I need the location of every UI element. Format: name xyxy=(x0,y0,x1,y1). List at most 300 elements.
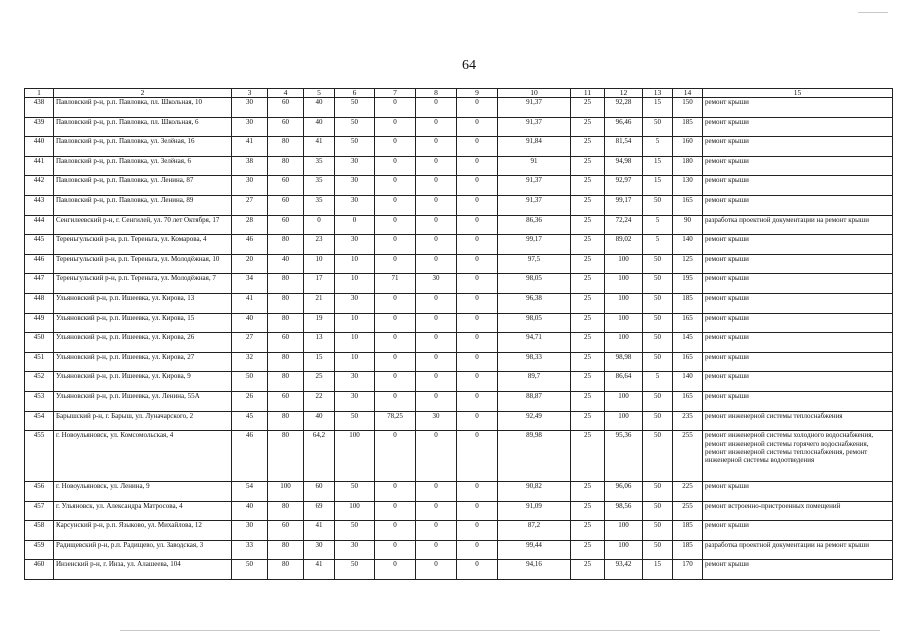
cell-col-10: 98,05 xyxy=(498,274,571,294)
cell-col-3: 50 xyxy=(232,372,268,392)
cell-col-4: 60 xyxy=(268,195,304,215)
cell-col-8: 0 xyxy=(416,254,457,274)
cell-col-7: 0 xyxy=(375,391,416,411)
cell-row-number: 446 xyxy=(25,254,54,274)
cell-col-14: 140 xyxy=(673,372,703,392)
cell-col-14: 145 xyxy=(673,333,703,353)
cell-col-5: 35 xyxy=(304,195,335,215)
cell-col-14: 165 xyxy=(673,313,703,333)
cell-col-14: 185 xyxy=(673,521,703,541)
cell-col-4: 80 xyxy=(268,352,304,372)
cell-col-10: 90,82 xyxy=(498,482,571,502)
cell-work-type: ремонт крыши xyxy=(703,293,893,313)
cell-col-10: 89,98 xyxy=(498,431,571,482)
cell-col-8: 0 xyxy=(416,156,457,176)
cell-address: г. Новоульяновск, ул. Комсомольская, 4 xyxy=(54,431,232,482)
cell-col-5: 10 xyxy=(304,254,335,274)
cell-col-14: 195 xyxy=(673,274,703,294)
cell-work-type: разработка проектной документации на ремонт крыши xyxy=(703,540,893,560)
table-row xyxy=(25,98,893,118)
cell-col-8: 0 xyxy=(416,540,457,560)
table-row xyxy=(25,431,893,482)
cell-col-4: 40 xyxy=(268,254,304,274)
cell-col-11: 25 xyxy=(571,313,605,333)
cell-col-6: 30 xyxy=(335,156,375,176)
cell-work-type: ремонт крыши xyxy=(703,235,893,255)
cell-col-3: 27 xyxy=(232,333,268,353)
table-row xyxy=(25,293,893,313)
cell-col-13: 50 xyxy=(643,254,673,274)
cell-col-13: 5 xyxy=(643,235,673,255)
cell-col-13: 50 xyxy=(643,501,673,521)
cell-col-6: 10 xyxy=(335,254,375,274)
cell-col-9: 0 xyxy=(457,521,498,541)
cell-col-11: 25 xyxy=(571,137,605,157)
cell-address: Радищевский р-н, р.п. Радищево, ул. Заводская, 3 xyxy=(54,540,232,560)
cell-col-6: 30 xyxy=(335,372,375,392)
cell-work-type: ремонт крыши xyxy=(703,560,893,580)
cell-col-5: 40 xyxy=(304,98,335,118)
column-header: 12 xyxy=(605,89,643,98)
cell-col-11: 25 xyxy=(571,274,605,294)
cell-work-type: ремонт крыши xyxy=(703,521,893,541)
cell-col-5: 69 xyxy=(304,501,335,521)
cell-col-4: 80 xyxy=(268,540,304,560)
table-row xyxy=(25,333,893,353)
cell-col-4: 60 xyxy=(268,176,304,196)
cell-col-6: 100 xyxy=(335,431,375,482)
cell-col-9: 0 xyxy=(457,391,498,411)
cell-row-number: 454 xyxy=(25,411,54,431)
cell-col-10: 87,2 xyxy=(498,521,571,541)
cell-col-3: 30 xyxy=(232,98,268,118)
table-row xyxy=(25,411,893,431)
cell-col-12: 98,56 xyxy=(605,501,643,521)
cell-col-3: 40 xyxy=(232,313,268,333)
cell-col-4: 80 xyxy=(268,501,304,521)
cell-col-6: 30 xyxy=(335,235,375,255)
cell-col-5: 17 xyxy=(304,274,335,294)
cell-col-8: 0 xyxy=(416,521,457,541)
cell-col-13: 5 xyxy=(643,372,673,392)
cell-col-14: 185 xyxy=(673,117,703,137)
cell-col-9: 0 xyxy=(457,352,498,372)
cell-col-8: 0 xyxy=(416,137,457,157)
cell-col-9: 0 xyxy=(457,235,498,255)
cell-col-8: 0 xyxy=(416,215,457,235)
cell-col-7: 0 xyxy=(375,333,416,353)
table-row xyxy=(25,560,893,580)
cell-col-12: 100 xyxy=(605,411,643,431)
cell-work-type: ремонт встроенно-пристроенных помещений xyxy=(703,501,893,521)
cell-col-11: 25 xyxy=(571,521,605,541)
cell-work-type: ремонт крыши xyxy=(703,117,893,137)
cell-row-number: 449 xyxy=(25,313,54,333)
cell-col-8: 0 xyxy=(416,501,457,521)
cell-work-type: ремонт крыши xyxy=(703,274,893,294)
cell-col-4: 60 xyxy=(268,98,304,118)
cell-row-number: 452 xyxy=(25,372,54,392)
cell-col-10: 91,37 xyxy=(498,195,571,215)
cell-address: Павловский р-н, р.п. Павловка, пл. Школьная, 6 xyxy=(54,117,232,137)
cell-col-9: 0 xyxy=(457,411,498,431)
cell-col-12: 92,28 xyxy=(605,98,643,118)
cell-col-12: 89,02 xyxy=(605,235,643,255)
cell-col-10: 94,16 xyxy=(498,560,571,580)
scan-artifact xyxy=(858,12,888,13)
column-header: 10 xyxy=(498,89,571,98)
table-row xyxy=(25,482,893,502)
cell-col-3: 30 xyxy=(232,521,268,541)
cell-col-9: 0 xyxy=(457,540,498,560)
cell-row-number: 443 xyxy=(25,195,54,215)
cell-col-12: 72,24 xyxy=(605,215,643,235)
cell-col-13: 15 xyxy=(643,156,673,176)
cell-col-13: 5 xyxy=(643,137,673,157)
cell-col-13: 50 xyxy=(643,521,673,541)
cell-col-12: 100 xyxy=(605,333,643,353)
cell-col-4: 80 xyxy=(268,560,304,580)
cell-col-10: 99,17 xyxy=(498,235,571,255)
cell-work-type: ремонт крыши xyxy=(703,482,893,502)
table-row xyxy=(25,215,893,235)
cell-work-type: ремонт крыши xyxy=(703,254,893,274)
cell-col-12: 86,64 xyxy=(605,372,643,392)
cell-col-8: 0 xyxy=(416,333,457,353)
cell-work-type: ремонт крыши xyxy=(703,137,893,157)
cell-col-14: 150 xyxy=(673,98,703,118)
cell-col-10: 91,37 xyxy=(498,176,571,196)
cell-col-11: 25 xyxy=(571,482,605,502)
cell-address: Ульяновский р-н, р.п. Ишеевка, ул. Кирова, 27 xyxy=(54,352,232,372)
cell-col-9: 0 xyxy=(457,195,498,215)
cell-col-12: 94,98 xyxy=(605,156,643,176)
cell-col-9: 0 xyxy=(457,137,498,157)
cell-col-11: 25 xyxy=(571,117,605,137)
cell-col-5: 21 xyxy=(304,293,335,313)
cell-work-type: ремонт крыши xyxy=(703,195,893,215)
cell-col-3: 26 xyxy=(232,391,268,411)
cell-col-4: 80 xyxy=(268,411,304,431)
cell-col-9: 0 xyxy=(457,117,498,137)
cell-row-number: 455 xyxy=(25,431,54,482)
cell-address: Тереньгульский р-н, р.п. Тереньга, ул. Молодёжная, 7 xyxy=(54,274,232,294)
cell-col-13: 50 xyxy=(643,540,673,560)
cell-col-4: 60 xyxy=(268,521,304,541)
table-row xyxy=(25,176,893,196)
table-row xyxy=(25,313,893,333)
table-row xyxy=(25,254,893,274)
page-number: 64 xyxy=(462,58,476,73)
cell-col-10: 89,7 xyxy=(498,372,571,392)
cell-col-11: 25 xyxy=(571,215,605,235)
cell-row-number: 453 xyxy=(25,391,54,411)
cell-col-8: 0 xyxy=(416,391,457,411)
cell-col-5: 41 xyxy=(304,560,335,580)
cell-col-9: 0 xyxy=(457,176,498,196)
cell-col-4: 80 xyxy=(268,235,304,255)
table-row xyxy=(25,352,893,372)
cell-col-6: 50 xyxy=(335,560,375,580)
column-header: 11 xyxy=(571,89,605,98)
cell-col-14: 225 xyxy=(673,482,703,502)
cell-col-6: 50 xyxy=(335,521,375,541)
cell-col-7: 0 xyxy=(375,117,416,137)
cell-col-4: 100 xyxy=(268,482,304,502)
column-header: 5 xyxy=(304,89,335,98)
cell-col-14: 170 xyxy=(673,560,703,580)
cell-work-type: ремонт крыши xyxy=(703,156,893,176)
cell-col-5: 23 xyxy=(304,235,335,255)
cell-row-number: 447 xyxy=(25,274,54,294)
cell-col-7: 0 xyxy=(375,560,416,580)
cell-col-12: 93,42 xyxy=(605,560,643,580)
cell-address: Павловский р-н, р.п. Павловка, ул. Ленина, 89 xyxy=(54,195,232,215)
cell-col-5: 22 xyxy=(304,391,335,411)
cell-col-11: 25 xyxy=(571,293,605,313)
cell-col-3: 32 xyxy=(232,352,268,372)
cell-col-7: 0 xyxy=(375,137,416,157)
cell-col-6: 30 xyxy=(335,176,375,196)
cell-col-12: 100 xyxy=(605,293,643,313)
column-header: 1 xyxy=(25,89,54,98)
cell-col-9: 0 xyxy=(457,560,498,580)
cell-col-7: 71 xyxy=(375,274,416,294)
table-container xyxy=(24,88,893,580)
cell-address: Ульяновский р-н, р.п. Ишеевка, ул. Кирова, 15 xyxy=(54,313,232,333)
cell-col-11: 25 xyxy=(571,98,605,118)
cell-address: Павловский р-н, р.п. Павловка, ул. Зелёная, 16 xyxy=(54,137,232,157)
column-header: 7 xyxy=(375,89,416,98)
table-row xyxy=(25,195,893,215)
cell-col-12: 100 xyxy=(605,391,643,411)
cell-col-10: 98,33 xyxy=(498,352,571,372)
cell-col-12: 92,97 xyxy=(605,176,643,196)
cell-work-type: ремонт инженерной системы холодного водоснабжения, ремонт инженерной системы горячего водоснабжения, ремонт инженерной системы теплоснабжения, ремонт инженерной системы водоотведения xyxy=(703,431,893,482)
cell-col-3: 20 xyxy=(232,254,268,274)
data-table xyxy=(24,88,893,580)
cell-col-3: 46 xyxy=(232,235,268,255)
cell-col-9: 0 xyxy=(457,254,498,274)
cell-row-number: 438 xyxy=(25,98,54,118)
table-row xyxy=(25,501,893,521)
table-row xyxy=(25,540,893,560)
cell-col-4: 80 xyxy=(268,293,304,313)
cell-col-5: 60 xyxy=(304,482,335,502)
cell-col-3: 30 xyxy=(232,117,268,137)
table-row xyxy=(25,156,893,176)
cell-col-3: 45 xyxy=(232,411,268,431)
cell-col-11: 25 xyxy=(571,352,605,372)
cell-col-3: 30 xyxy=(232,176,268,196)
cell-address: г. Новоульяновск, ул. Ленина, 9 xyxy=(54,482,232,502)
cell-col-3: 38 xyxy=(232,156,268,176)
column-header: 13 xyxy=(643,89,673,98)
cell-address: Сенгилеевский р-н, г. Сенгилей, ул. 70 лет Октября, 17 xyxy=(54,215,232,235)
cell-col-13: 50 xyxy=(643,482,673,502)
cell-col-11: 25 xyxy=(571,431,605,482)
cell-col-6: 100 xyxy=(335,501,375,521)
column-header: 8 xyxy=(416,89,457,98)
cell-address: Ульяновский р-н, р.п. Ишеевка, ул. Кирова, 13 xyxy=(54,293,232,313)
cell-row-number: 445 xyxy=(25,235,54,255)
table-row xyxy=(25,235,893,255)
cell-col-5: 25 xyxy=(304,372,335,392)
cell-address: Ульяновский р-н, р.п. Ишеевка, ул. Кирова, 9 xyxy=(54,372,232,392)
cell-col-9: 0 xyxy=(457,431,498,482)
cell-col-6: 10 xyxy=(335,274,375,294)
cell-col-5: 41 xyxy=(304,137,335,157)
cell-address: Барышский р-н, г. Барыш, ул. Луначарского, 2 xyxy=(54,411,232,431)
cell-col-6: 30 xyxy=(335,293,375,313)
cell-col-11: 25 xyxy=(571,411,605,431)
cell-col-13: 15 xyxy=(643,560,673,580)
cell-address: Ульяновский р-н, р.п. Ишеевка, ул. Кирова, 26 xyxy=(54,333,232,353)
cell-work-type: ремонт инженерной системы теплоснабжения xyxy=(703,411,893,431)
cell-col-11: 25 xyxy=(571,560,605,580)
cell-col-8: 0 xyxy=(416,431,457,482)
cell-col-10: 86,36 xyxy=(498,215,571,235)
header-row xyxy=(25,89,893,98)
cell-row-number: 451 xyxy=(25,352,54,372)
cell-col-8: 0 xyxy=(416,235,457,255)
cell-col-7: 0 xyxy=(375,482,416,502)
cell-col-6: 10 xyxy=(335,333,375,353)
cell-col-13: 50 xyxy=(643,293,673,313)
cell-col-3: 41 xyxy=(232,293,268,313)
cell-col-13: 50 xyxy=(643,352,673,372)
cell-col-14: 185 xyxy=(673,293,703,313)
cell-col-7: 0 xyxy=(375,254,416,274)
column-header: 15 xyxy=(703,89,893,98)
cell-col-3: 50 xyxy=(232,560,268,580)
cell-col-11: 25 xyxy=(571,254,605,274)
cell-row-number: 441 xyxy=(25,156,54,176)
cell-col-11: 25 xyxy=(571,156,605,176)
cell-col-10: 97,5 xyxy=(498,254,571,274)
cell-col-11: 25 xyxy=(571,372,605,392)
cell-col-6: 50 xyxy=(335,117,375,137)
cell-col-7: 0 xyxy=(375,540,416,560)
cell-col-13: 15 xyxy=(643,176,673,196)
cell-col-8: 0 xyxy=(416,117,457,137)
cell-col-3: 34 xyxy=(232,274,268,294)
cell-col-10: 91,37 xyxy=(498,117,571,137)
cell-col-10: 91 xyxy=(498,156,571,176)
cell-col-12: 100 xyxy=(605,254,643,274)
cell-col-12: 100 xyxy=(605,521,643,541)
cell-col-10: 91,09 xyxy=(498,501,571,521)
cell-col-7: 0 xyxy=(375,431,416,482)
cell-col-5: 40 xyxy=(304,411,335,431)
cell-col-11: 25 xyxy=(571,391,605,411)
cell-work-type: ремонт крыши xyxy=(703,391,893,411)
cell-col-7: 0 xyxy=(375,235,416,255)
cell-address: г. Ульяновск, ул. Александра Матросова, 4 xyxy=(54,501,232,521)
cell-work-type: ремонт крыши xyxy=(703,176,893,196)
cell-work-type: ремонт крыши xyxy=(703,313,893,333)
cell-col-3: 27 xyxy=(232,195,268,215)
cell-col-8: 0 xyxy=(416,293,457,313)
cell-col-7: 0 xyxy=(375,372,416,392)
cell-col-10: 91,84 xyxy=(498,137,571,157)
cell-address: Павловский р-н, р.п. Павловка, ул. Зелёная, 6 xyxy=(54,156,232,176)
cell-col-8: 30 xyxy=(416,274,457,294)
cell-col-4: 60 xyxy=(268,215,304,235)
cell-col-7: 0 xyxy=(375,195,416,215)
cell-row-number: 448 xyxy=(25,293,54,313)
cell-col-14: 180 xyxy=(673,156,703,176)
cell-col-12: 100 xyxy=(605,313,643,333)
cell-col-6: 10 xyxy=(335,313,375,333)
cell-address: Тереньгульский р-н, р.п. Тереньга, ул. Комарова, 4 xyxy=(54,235,232,255)
cell-col-4: 80 xyxy=(268,156,304,176)
table-row xyxy=(25,117,893,137)
table-row xyxy=(25,521,893,541)
cell-row-number: 460 xyxy=(25,560,54,580)
cell-col-12: 96,06 xyxy=(605,482,643,502)
cell-col-5: 40 xyxy=(304,117,335,137)
cell-col-10: 92,49 xyxy=(498,411,571,431)
column-header: 3 xyxy=(232,89,268,98)
cell-col-13: 50 xyxy=(643,431,673,482)
cell-col-9: 0 xyxy=(457,501,498,521)
cell-col-6: 30 xyxy=(335,540,375,560)
cell-col-5: 19 xyxy=(304,313,335,333)
cell-col-8: 0 xyxy=(416,352,457,372)
cell-col-4: 60 xyxy=(268,333,304,353)
cell-col-8: 0 xyxy=(416,195,457,215)
cell-address: Карсунский р-н, р.п. Языково, ул. Михайлова, 12 xyxy=(54,521,232,541)
cell-col-6: 0 xyxy=(335,215,375,235)
cell-col-3: 54 xyxy=(232,482,268,502)
cell-col-12: 99,17 xyxy=(605,195,643,215)
cell-col-11: 25 xyxy=(571,195,605,215)
cell-col-12: 100 xyxy=(605,540,643,560)
cell-col-5: 35 xyxy=(304,156,335,176)
column-header: 6 xyxy=(335,89,375,98)
cell-col-6: 10 xyxy=(335,352,375,372)
table-row xyxy=(25,372,893,392)
cell-col-8: 0 xyxy=(416,176,457,196)
cell-col-8: 0 xyxy=(416,98,457,118)
cell-col-14: 255 xyxy=(673,501,703,521)
cell-col-13: 50 xyxy=(643,313,673,333)
cell-row-number: 439 xyxy=(25,117,54,137)
cell-col-4: 60 xyxy=(268,117,304,137)
cell-col-13: 50 xyxy=(643,195,673,215)
cell-col-6: 30 xyxy=(335,195,375,215)
cell-col-13: 50 xyxy=(643,333,673,353)
cell-col-4: 80 xyxy=(268,137,304,157)
cell-col-14: 255 xyxy=(673,431,703,482)
cell-col-4: 80 xyxy=(268,431,304,482)
cell-col-13: 50 xyxy=(643,411,673,431)
column-header: 14 xyxy=(673,89,703,98)
cell-col-9: 0 xyxy=(457,98,498,118)
cell-col-7: 0 xyxy=(375,293,416,313)
cell-col-11: 25 xyxy=(571,501,605,521)
column-header: 4 xyxy=(268,89,304,98)
cell-col-9: 0 xyxy=(457,372,498,392)
cell-col-7: 0 xyxy=(375,215,416,235)
cell-col-9: 0 xyxy=(457,274,498,294)
cell-col-6: 50 xyxy=(335,98,375,118)
cell-col-14: 130 xyxy=(673,176,703,196)
cell-col-13: 15 xyxy=(643,98,673,118)
cell-col-8: 0 xyxy=(416,313,457,333)
cell-col-12: 81,54 xyxy=(605,137,643,157)
